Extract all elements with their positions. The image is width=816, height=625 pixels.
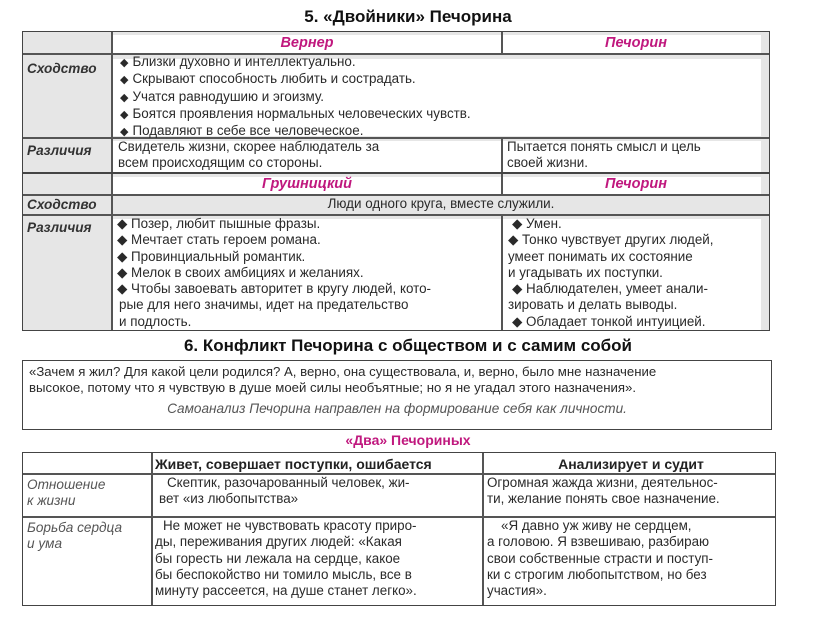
- column-header-analyzes: Анализирует и судит: [558, 456, 704, 472]
- pechorin-differences: ◆ Умен. ◆ Тонко чувствует других людей, умеет понимать их состояние и угадывать их поступки. ◆ Наблюдателен, умеет анали- зировать и делать выводы. ◆ Обладает тонкой интуицией.: [508, 216, 714, 329]
- grushnitsky-column-header: Грушницкий: [261, 176, 353, 192]
- struggle-lives: Не может не чувствовать красоту приро- ды, переживания других людей: «Какая бы горесть ни лежала на сердце, какое бы беспокойство ни томило мысль, все в минуту рассеется, на душе станет легко».: [155, 518, 417, 599]
- grushnitsky-table: [22, 173, 770, 331]
- werner-table: [22, 31, 770, 173]
- row-label-similarity: Сходство: [27, 197, 97, 212]
- diamond-bullet-icon: ◆: [120, 74, 129, 87]
- section-6-title: 6. Конфликт Печорина с обществом и с самим собой: [183, 336, 633, 355]
- pechorin-column-header: Печорин: [605, 35, 667, 51]
- attitude-lives: Скептик, разочарованный человек, жи- вет «из любопытства»: [159, 475, 410, 507]
- werner-column-header: Вернер: [280, 35, 334, 51]
- two-pechorins-title: «Два» Печориных: [345, 432, 471, 448]
- list-item: ◆ Подавляют в себе все человеческое.: [120, 123, 364, 139]
- list-item: ◆ Учатся равнодушию и эгоизму.: [120, 88, 324, 104]
- section-5-title: 5. «Двойники» Печорина: [304, 7, 512, 26]
- grushnitsky-differences: ◆ Позер, любит пышные фразы. ◆ Мечтает стать героем романа. ◆ Провинциальный романтик. ◆ Мелок в своих амбициях и желаниях. ◆ Чтобы завоевать авторитет в кругу людей, кото- рые для него значимы, идет на предательство и подлость.: [117, 216, 432, 329]
- row-label-struggle: Борьба сердца и ума: [27, 520, 123, 551]
- werner-difference: Свидетель жизни, скорее наблюдатель за всем происходящим со стороны.: [118, 139, 380, 171]
- diamond-bullet-icon: ◆: [120, 126, 129, 139]
- similarity-list: [120, 54, 471, 140]
- struggle-analyzes: «Я давно уж живу не сердцем, а головою. Я взвешиваю, разбираю свои собственные страсти и поступ- ки с строгим любопытством, но без участия».: [487, 518, 713, 599]
- pechorin-difference: Пытается понять смысл и цель своей жизни.: [507, 139, 701, 171]
- row-label-differences: Различия: [27, 143, 92, 158]
- diamond-bullet-icon: ◆: [120, 108, 129, 121]
- quote-box: [22, 360, 772, 430]
- two-pechorins-table: [22, 452, 776, 606]
- pechorin-column-header: Печорин: [605, 176, 667, 192]
- attitude-analyzes: Огромная жажда жизни, деятельнос- ти, желание понять свое назначение.: [487, 475, 720, 507]
- row-label-similarity: Сходство: [27, 61, 97, 76]
- quote-text: «Зачем я жил? Для какой цели родился? А, верно, она существовала, и, верно, было мне назначение высокое, потому что я чувствую в душе моей силы необъятные; но я не угадал этого назначения».: [29, 364, 657, 396]
- diamond-bullet-icon: ◆: [120, 57, 129, 69]
- list-item: ◆ Близки духовно и интеллектуально.: [120, 54, 356, 69]
- conclusion-text: Самоанализ Печорина направлен на формирование себя как личности.: [167, 401, 627, 416]
- row-label-attitude: Отношение к жизни: [27, 477, 106, 508]
- diamond-bullet-icon: ◆: [120, 91, 129, 104]
- list-item: ◆ Боятся проявления нормальных человеческих чувств.: [120, 105, 471, 121]
- similarity-text: Люди одного круга, вместе служили.: [327, 196, 555, 211]
- list-item: ◆ Скрывают способность любить и сострадать.: [120, 71, 416, 87]
- row-label-differences: Различия: [27, 220, 92, 235]
- column-header-lives: Живет, совершает поступки, ошибается: [155, 456, 432, 472]
